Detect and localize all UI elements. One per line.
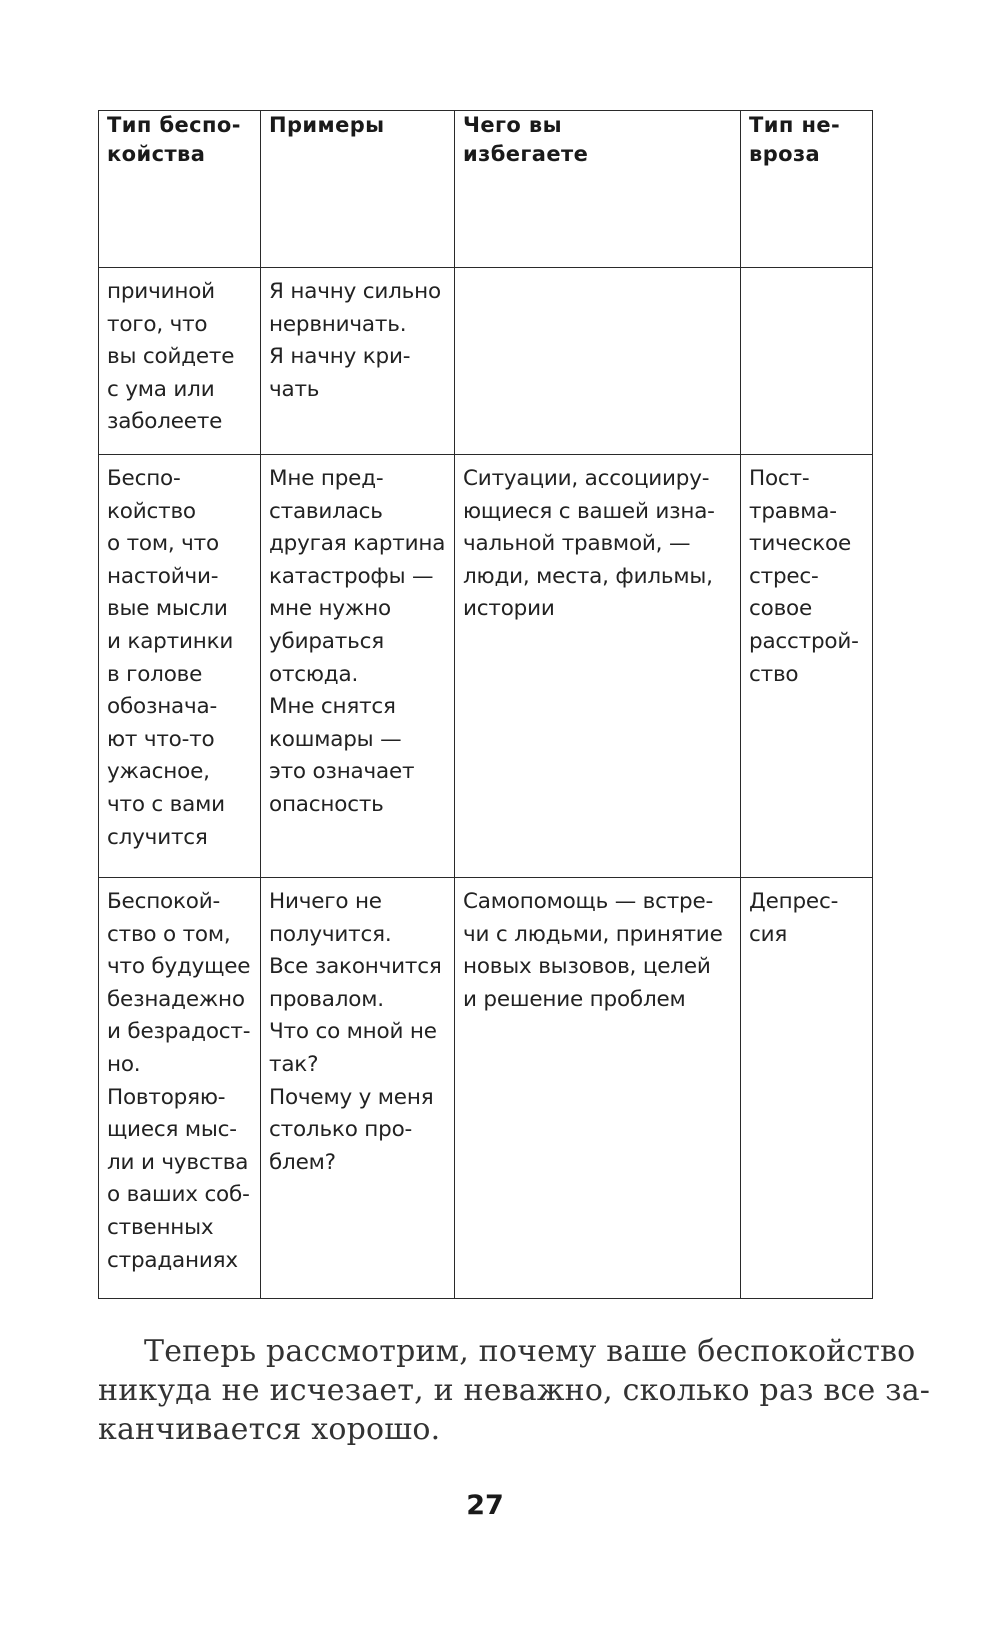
cell-line: ужасное, [107,759,210,785]
cell-line: Беспо- [107,466,181,491]
body-paragraph [98,1332,931,1449]
cell-line: что будущее [107,954,251,980]
cell-line: получится. [269,921,392,947]
cell-line: сия [749,921,788,947]
page-number: 27 [466,1490,504,1521]
table-cell [261,268,455,455]
table-cell [455,268,741,455]
cell-line: Депрес- [749,889,839,914]
paragraph-line: канчивается хорошо. [98,1412,441,1447]
cell-line: и безрадост- [107,1019,251,1045]
cell-line: убираться [269,628,384,654]
cell-line: ющиеся с вашей изна- [463,498,715,524]
header-examples: Примеры [261,111,455,268]
cell-line: Что со мной не [269,1019,437,1045]
header-worry-type: Тип беспо- койства [99,111,261,268]
cell-line: о ваших соб- [107,1182,250,1208]
cell-line: тическое [749,531,852,557]
cell-line: но. [107,1051,141,1077]
cell-line: и картинки [107,628,234,654]
cell-line: кошмары — [269,726,402,752]
cell-line: истории [463,596,555,622]
cell-line: нервничать. [269,311,407,337]
table-cell [99,878,261,1299]
table-cell [261,455,455,878]
table-cell [99,455,261,878]
cell-line: травма- [749,498,837,524]
cell-line: Я начну кри- [269,344,411,370]
cell-line: о том, что [107,531,219,557]
cell-line: Все закончится [269,954,442,980]
cell-line: Ситуации, ассоцииру- [463,466,710,491]
table-cell [261,878,455,1299]
cell-line: это означает [269,759,415,785]
cell-line: столько про- [269,1117,413,1143]
table-row [99,878,873,1299]
paragraph-line: никуда не исчезает, и неважно, сколько раз все за- [98,1373,931,1408]
cell-line: настойчи- [107,563,219,589]
header-neurosis-type: Тип не- вроза [741,111,873,268]
cell-line: ли и чувства [107,1149,249,1175]
cell-line: койство [107,498,196,524]
worry-types-table [98,110,873,1299]
cell-line: чальной травмой, — [463,531,691,557]
cell-line: в голове [107,661,203,687]
cell-line: вые мысли [107,596,228,622]
cell-line: обознача- [107,694,218,720]
cell-line: заболеете [107,409,223,435]
cell-line: причиной [107,279,215,304]
cell-line: и решение проблем [463,986,686,1012]
cell-line: ставилась [269,498,383,524]
table-cell [741,878,873,1299]
paragraph-line: Теперь рассмотрим, почему ваше беспокойство [144,1334,916,1369]
cell-line: того, что [107,311,208,337]
cell-line: чать [269,376,320,402]
cell-line: так? [269,1051,319,1077]
table-cell [455,878,741,1299]
table-cell [741,455,873,878]
table-cell [99,268,261,455]
cell-line: другая картина [269,531,446,557]
cell-line: расстрой- [749,628,859,654]
cell-line: случится [107,824,208,850]
cell-line: мне нужно [269,596,391,622]
cell-line: что с вами [107,791,225,817]
table-row [99,268,873,455]
cell-line: провалом. [269,986,384,1012]
cell-line: новых вызовов, целей [463,954,711,980]
cell-line: страданиях [107,1247,238,1273]
cell-line: безнадежно [107,986,245,1012]
cell-line: отсюда. [269,661,359,687]
cell-line: чи с людьми, принятие [463,921,723,947]
cell-line: опасность [269,791,384,817]
cell-line: Я начну сильно [269,279,441,304]
cell-line: Повторяю- [107,1084,226,1110]
cell-line: Почему у меня [269,1084,434,1110]
cell-line: ство [749,661,799,687]
cell-line: блем? [269,1149,336,1175]
cell-line: люди, места, фильмы, [463,563,713,589]
cell-line: ют что-то [107,726,215,752]
table-header-row [99,111,873,268]
cell-line: вы сойдете [107,344,235,370]
cell-line: Беспокой- [107,889,221,914]
cell-line: Пост- [749,466,810,491]
table-cell [741,268,873,455]
cell-line: ство о том, [107,921,231,947]
cell-line: Ничего не [269,889,382,914]
cell-line: стрес- [749,563,819,589]
table-cell [455,455,741,878]
cell-line: катастрофы — [269,563,434,589]
header-what-you-avoid: Чего вы избегаете [455,111,741,268]
cell-line: Мне снятся [269,694,396,720]
cell-line: с ума или [107,376,215,402]
cell-line: ственных [107,1214,214,1240]
cell-line: Самопомощь — встре- [463,889,714,914]
table-row [99,455,873,878]
cell-line: совое [749,596,813,622]
cell-line: Мне пред- [269,466,384,491]
cell-line: щиеся мыс- [107,1117,237,1143]
